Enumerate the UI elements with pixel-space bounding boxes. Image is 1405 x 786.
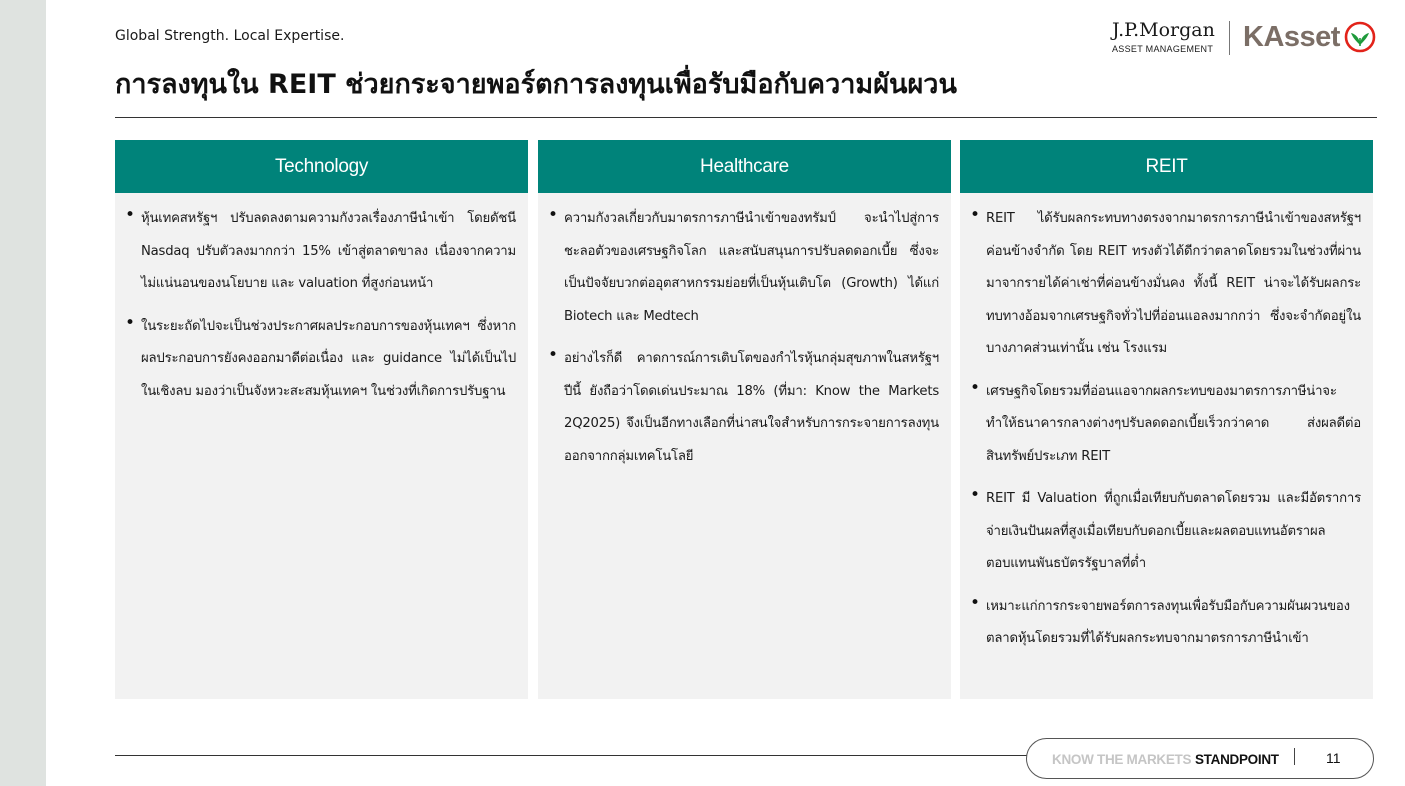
technology-bullet-list <box>127 203 516 408</box>
kasset-logo-text: KAsset <box>1243 20 1340 53</box>
jpmorgan-logo-subtitle: ASSET MANAGEMENT <box>1112 44 1214 54</box>
reit-column <box>960 140 1373 699</box>
reit-bullet-list <box>972 203 1361 656</box>
bullet-item: • หุ้นเทคสหรัฐฯ ปรับลดลงตามความกังวลเรื่องภาษีนำเข้า โดยดัชนี Nasdaq ปรับตัวลงมากกว่า 15% เข้าสู่ตลาดขาลง เนื่องจากความไม่แน่นอนของนโยบาย และ valuation ที่สูงก่อนหน้า <box>127 203 516 301</box>
bullet-item: • เหมาะแก่การกระจายพอร์ตการลงทุนเพื่อรับมือกับความผันผวนของตลาดหุ้นโดยรวมที่ได้รับผลกระทบจากมาตรการภาษีนำเข้า <box>972 591 1361 656</box>
footer-separator <box>1294 748 1295 765</box>
page-title: การลงทุนใน REIT ช่วยกระจายพอร์ตการลงทุนเพื่อรับมือกับความผันผวน <box>115 69 957 100</box>
bullet-item: • เศรษฐกิจโดยรวมที่อ่อนแอจากผลกระทบของมาตรการภาษีน่าจะทำให้ธนาคารกลางต่างๆปรับลดดอกเบี้ยเร็วกว่าคาด ส่งผลดีต่อสินทรัพย์ประเภท REIT <box>972 376 1361 474</box>
bullet-item: • อย่างไรก็ดี คาดการณ์การเติบโตของกำไรหุ้นกลุ่มสุขภาพในสหรัฐฯ ปีนี้ ยังถือว่าโดดเด่นประมาณ 18% (ที่มา: Know the Markets 2Q2025) จึงเป็นอีกทางเลือกที่น่าสนใจสำหรับการกระจายการลงทุนออกจากกลุ่มเทคโนโลยี <box>550 343 939 473</box>
reit-column-body <box>960 193 1373 656</box>
logo-divider <box>1229 21 1230 55</box>
reit-column-heading: REIT <box>960 140 1373 193</box>
technology-column-heading: Technology <box>115 140 528 193</box>
bullet-item: • ในระยะถัดไปจะเป็นช่วงประกาศผลประกอบการของหุ้นเทคฯ ซึ่งหากผลประกอบการยังคงออกมาดีต่อเนื่อง และ guidance ไม่ได้เป็นไปในเชิงลบ มองว่าเป็นจังหวะสะสมหุ้นเทคฯ ในช่วงที่เกิดการปรับฐาน <box>127 311 516 409</box>
footer-divider <box>115 755 1027 756</box>
kasset-logo <box>1243 19 1376 55</box>
healthcare-column-heading: Healthcare <box>538 140 951 193</box>
tagline: Global Strength. Local Expertise. <box>115 28 345 44</box>
technology-column <box>115 140 528 699</box>
bullet-item: • REIT มี Valuation ที่ถูกเมื่อเทียบกับตลาดโดยรวม และมีอัตราการจ่ายเงินปันผลที่สูงเมื่อเทียบกับดอกเบี้ยและผลตอบแทนอัตราผลตอบแทนพันธบัตรรัฐบาลที่ต่ำ <box>972 483 1361 581</box>
jpmorgan-logo <box>1112 19 1216 54</box>
kasikorn-leaf-icon <box>1344 21 1376 53</box>
footer-series-label <box>1052 752 1279 767</box>
page-number: 11 <box>1326 750 1341 766</box>
footer-series-suffix: STANDPOINT <box>1194 752 1279 767</box>
title-divider <box>115 117 1377 118</box>
healthcare-column-body <box>538 193 951 473</box>
jpmorgan-logo-name: J.P.Morgan <box>1112 19 1215 41</box>
bullet-item: • REIT ได้รับผลกระทบทางตรงจากมาตรการภาษีนำเข้าของสหรัฐฯค่อนข้างจำกัด โดย REIT ทรงตัวได้ดีกว่าตลาดโดยรวมในช่วงที่ผ่านมาจากรายได้ค่าเช่าที่ค่อนข้างมั่นคง ทั้งนี้ REIT น่าจะได้รับผลกระทบทางอ้อมจากเศรษฐกิจทั่วไปที่อ่อนแอลงมากกว่า ซึ่งจะจำกัดอยู่ในบางภาคส่วนเท่านั้น เช่น โรงแรม <box>972 203 1361 366</box>
left-side-strip <box>0 0 46 786</box>
footer-series-prefix: KNOW THE MARKETS <box>1052 752 1192 767</box>
bullet-item: • ความกังวลเกี่ยวกับมาตรการภาษีนำเข้าของทรัมป์ จะนำไปสู่การชะลอตัวของเศรษฐกิจโลก และสนับสนุนการปรับลดดอกเบี้ย ซึ่งจะเป็นปัจจัยบวกต่ออุตสาหกรรมย่อยที่เป็นหุ้นเติบโต (Growth) ได้แก่ Biotech และ Medtech <box>550 203 939 333</box>
healthcare-bullet-list <box>550 203 939 473</box>
healthcare-column <box>538 140 951 699</box>
technology-column-body <box>115 193 528 408</box>
